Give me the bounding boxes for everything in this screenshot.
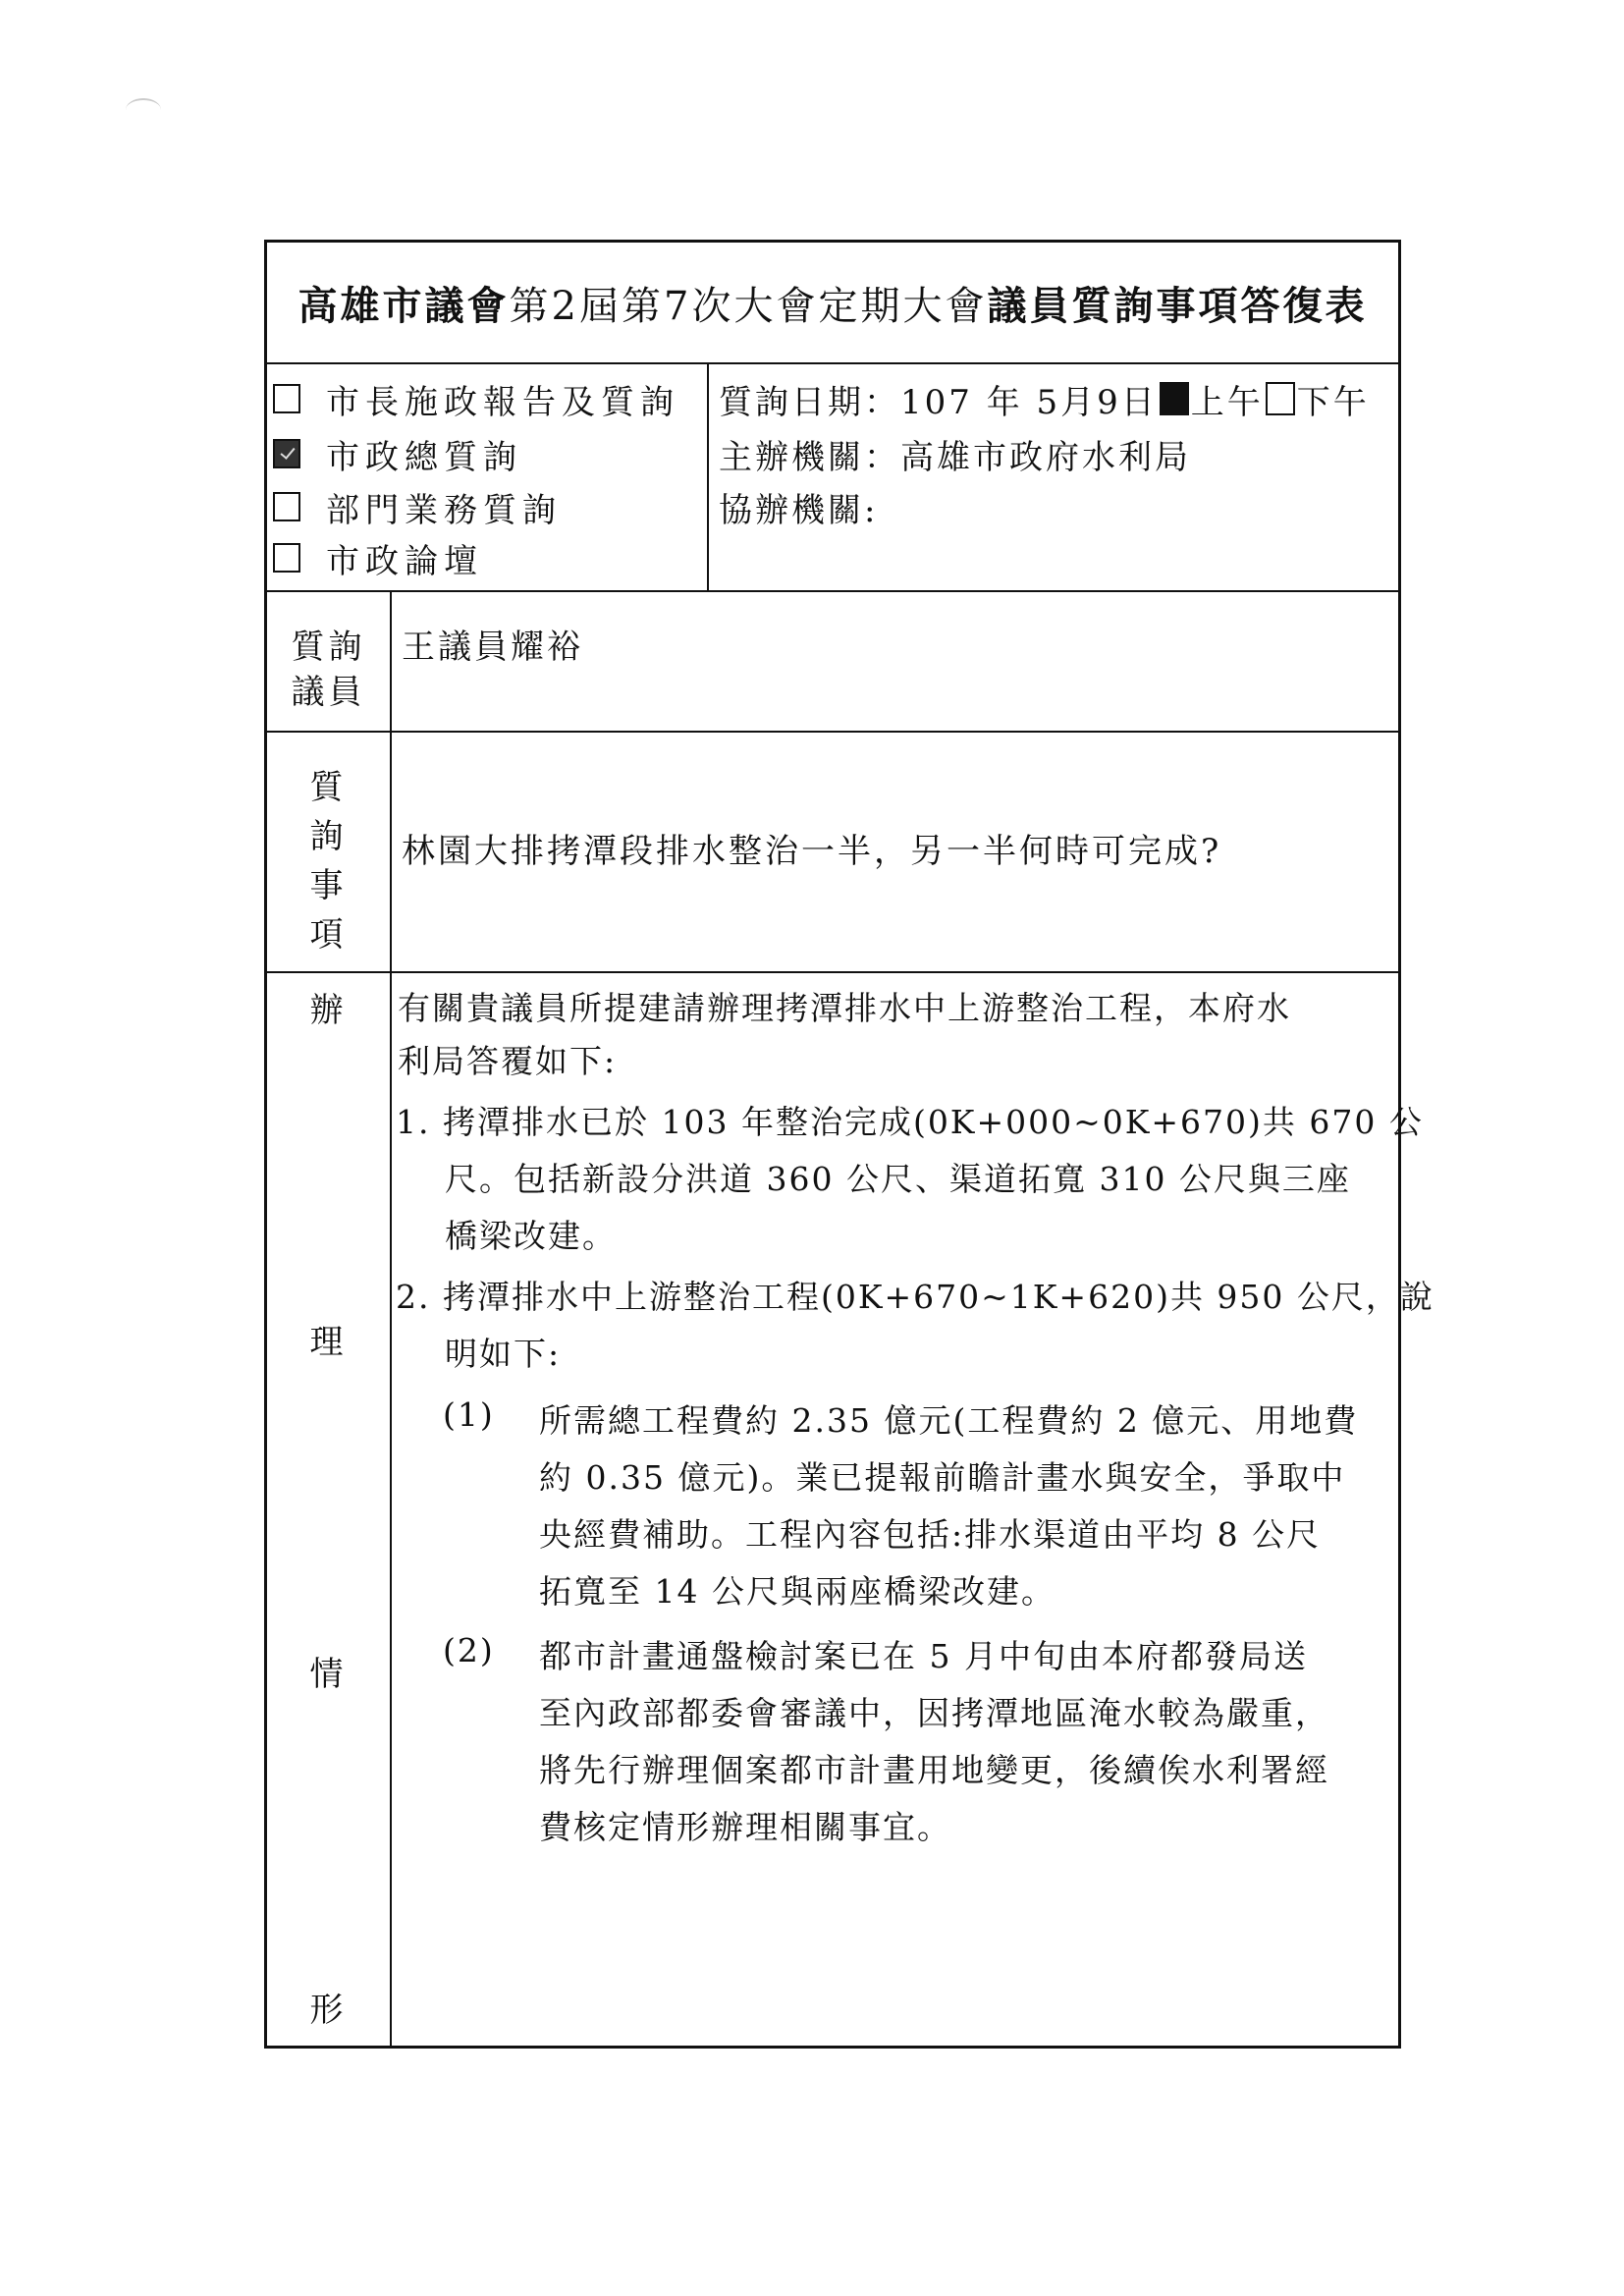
- handling-sub-2-line: 將先行辦理個案都市計畫用地變更，後續俟水利署經: [539, 1751, 1329, 1789]
- host-value: 高雄市政府水利局: [900, 437, 1191, 477]
- form-title: [267, 243, 1398, 364]
- handling-label-char: 辦: [309, 991, 348, 1030]
- handling-item-1-line: 尺。包括新設分洪道 360 公尺、渠道拓寬 310 公尺與三座: [445, 1160, 1351, 1198]
- handling-value-cell: [392, 971, 1435, 2046]
- handling-sub-1-line: 央經費補助。工程內容包括:排水渠道由平均 8 公尺: [539, 1515, 1322, 1554]
- handling-item-2-line: 2. 拷潭排水中上游整治工程(0K+670~1K+620)共 950 公尺，說: [396, 1278, 1435, 1316]
- question-label-cell: [267, 731, 392, 971]
- question-label-char: 項: [309, 915, 348, 955]
- category-department-inquiry[interactable]: [273, 482, 562, 531]
- title-form-name: 議員質詢事項答復表: [987, 282, 1368, 329]
- scan-mark: [126, 98, 161, 122]
- co-agency: [719, 482, 878, 531]
- councilor-label-line1: 質詢: [291, 628, 366, 667]
- councilor-row: [267, 590, 1398, 733]
- question-label-char: 事: [309, 866, 348, 905]
- pm-label: 下午: [1296, 382, 1370, 422]
- handling-sub-2-line: 費核定情形辦理相關事宜。: [539, 1808, 951, 1846]
- handling-label-char: 理: [309, 1323, 348, 1362]
- councilor-label-line2: 議員: [291, 673, 366, 712]
- reply-form: [264, 240, 1435, 2049]
- handling-sub-1-line: 所需總工程費約 2.35 億元(工程費約 2 億元、用地費: [539, 1401, 1359, 1440]
- title-session: 第2屆第7次大會定期大會: [509, 283, 988, 329]
- category-forum[interactable]: [273, 533, 483, 582]
- question-value-cell: [392, 731, 1398, 971]
- host-label: 主辦機關：: [719, 437, 900, 477]
- handling-intro-line: 有關貴議員所提建請辦理拷潭排水中上游整治工程，本府水: [398, 989, 1291, 1027]
- am-label: 上午: [1190, 382, 1264, 422]
- title-council: 高雄市議會: [298, 282, 510, 329]
- handling-item-1-line: 橋梁改建。: [445, 1217, 617, 1255]
- handling-sub-1-line: 拓寬至 14 公尺與兩座橋梁改建。: [539, 1572, 1056, 1611]
- category-checkbox[interactable]: [273, 492, 300, 521]
- handling-sub-2-line: 都市計畫通盤檢討案已在 5 月中旬由本府都發局送: [539, 1637, 1308, 1675]
- date-label: 質詢日期：: [719, 382, 900, 422]
- category-checkbox[interactable]: [273, 384, 300, 413]
- category-mayor-report[interactable]: [273, 374, 679, 423]
- category-general-inquiry[interactable]: [273, 429, 522, 478]
- councilor-value-cell: [392, 590, 1398, 731]
- handling-sub-1-line: 約 0.35 億元)。業已提報前瞻計畫水與安全，爭取中: [539, 1458, 1346, 1497]
- handling-intro-line: 利局答覆如下:: [398, 1042, 618, 1080]
- handling-item-1-line: 1. 拷潭排水已於 103 年整治完成(0K+000~0K+670)共 670 公: [396, 1103, 1424, 1141]
- handling-item-2-line: 明如下:: [445, 1335, 562, 1373]
- question-label-char: 質: [309, 768, 348, 807]
- category-label: 部門業務質詢: [326, 490, 562, 530]
- handling-sub-1-marker: (1): [443, 1395, 495, 1434]
- category-label: 市長施政報告及質詢: [326, 382, 679, 422]
- handling-sub-2-marker: (2): [443, 1631, 495, 1669]
- councilor-name: 王議員耀裕: [402, 628, 583, 667]
- handling-label-cell: [267, 971, 392, 2046]
- date-value: 107 年 5月9日: [900, 382, 1158, 422]
- pm-checkbox[interactable]: [1266, 382, 1295, 415]
- co-label: 協辦機關:: [719, 490, 879, 530]
- handling-row: [267, 971, 1435, 2046]
- am-checkbox[interactable]: [1160, 382, 1189, 415]
- handling-label-char: 情: [309, 1655, 348, 1694]
- info-row: [267, 362, 1398, 592]
- inquiry-date: [719, 374, 1370, 423]
- category-checkbox-checked[interactable]: [273, 439, 300, 468]
- inquiry-category-list: [267, 362, 709, 590]
- handling-sub-2-line: 至內政部都委會審議中，因拷潭地區淹水較為嚴重，: [539, 1694, 1329, 1732]
- councilor-label-cell: [267, 590, 392, 731]
- category-label: 市政論壇: [326, 541, 483, 581]
- question-row: [267, 731, 1398, 973]
- host-agency: [719, 429, 1191, 478]
- inquiry-meta: [709, 362, 1398, 590]
- question-label-char: 詢: [309, 817, 348, 856]
- handling-label-char: 形: [309, 1991, 348, 2030]
- category-label: 市政總質詢: [326, 437, 522, 477]
- question-text: 林園大排拷潭段排水整治一半，另一半何時可完成?: [402, 832, 1222, 871]
- category-checkbox[interactable]: [273, 543, 300, 573]
